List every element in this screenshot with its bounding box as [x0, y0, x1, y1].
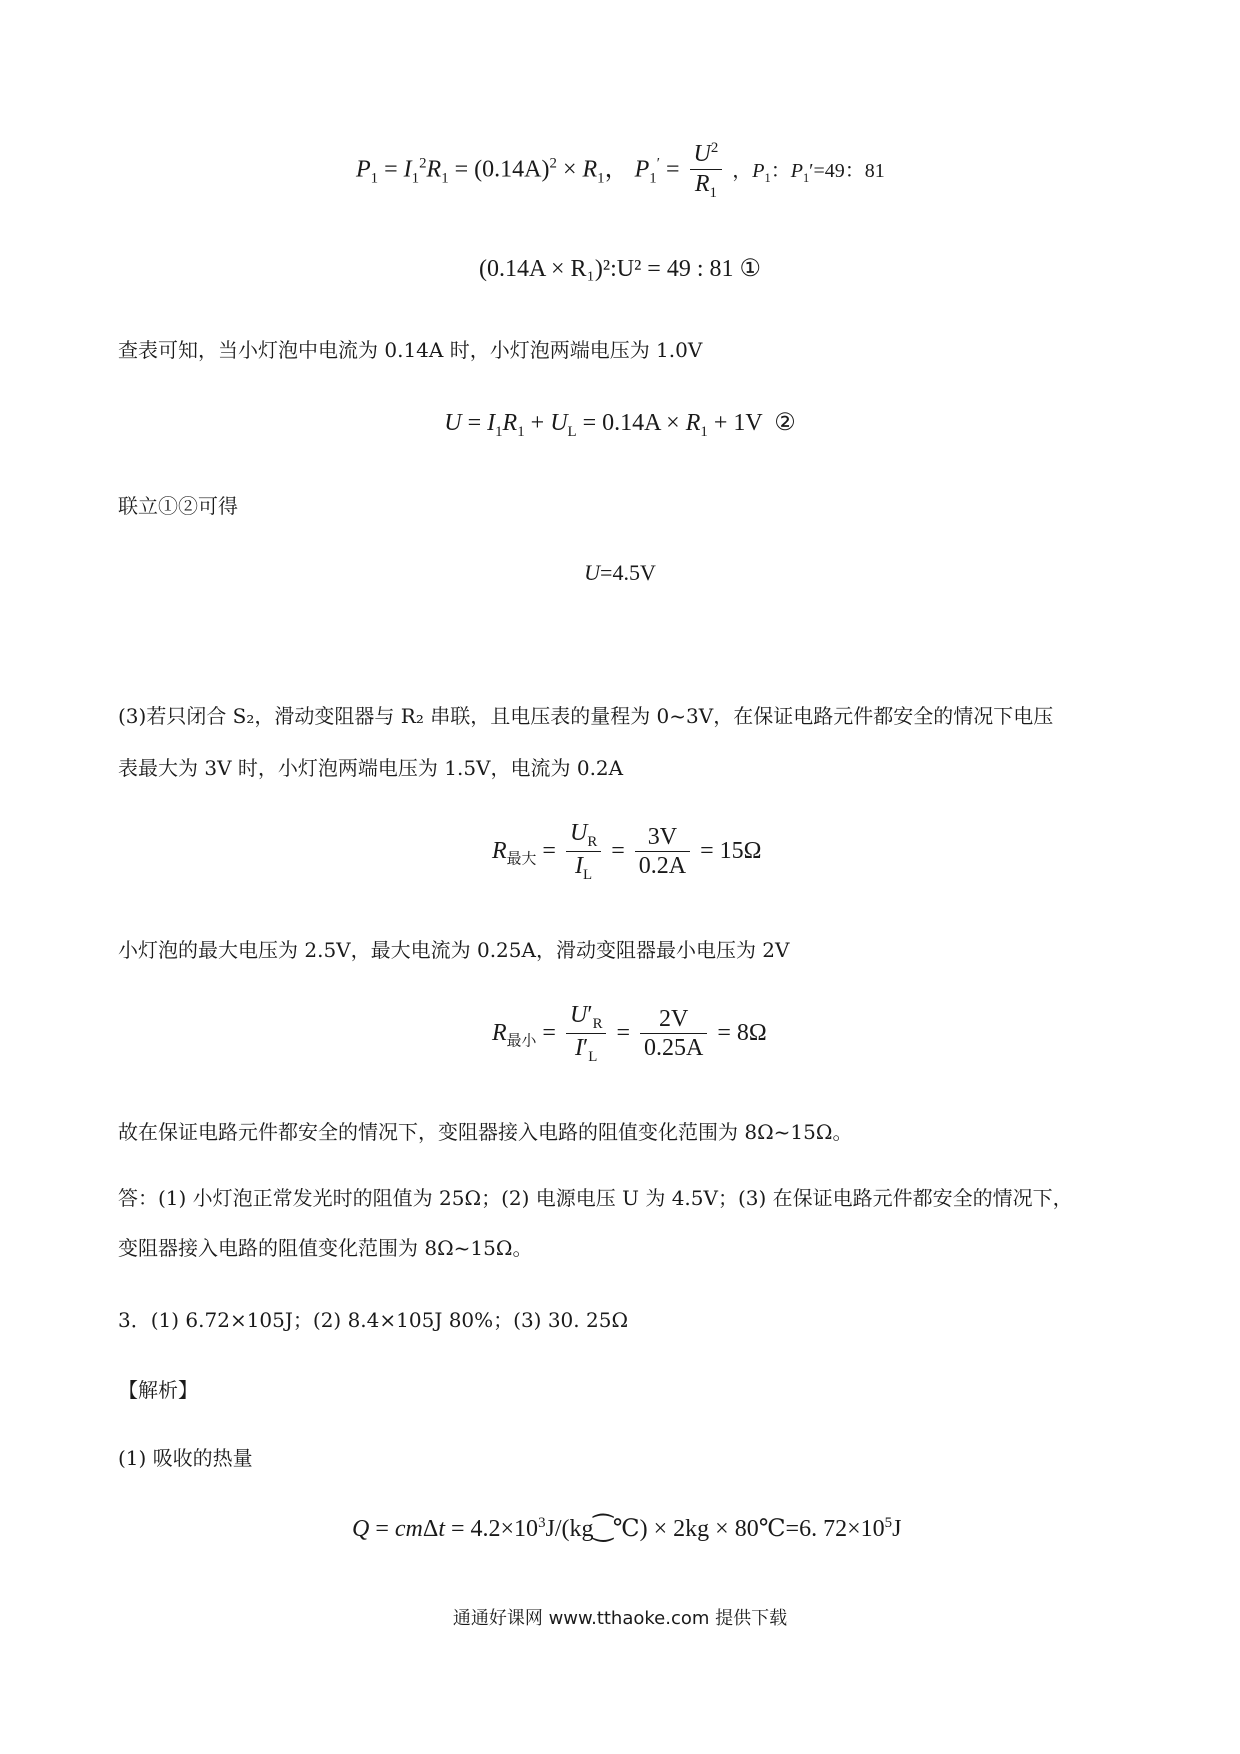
equation-r-max: $R_{最大}$ = $\frac{U_R}{I_L}$ = $\frac{3V}{0.2A}$ = 15Ω: [492, 820, 762, 883]
paragraph-part3-line2: 表最大为 3V 时，小灯泡两端电压为 1.5V，电流为 0.2A: [118, 756, 624, 780]
question-3-answers: 3．(1) 6.72×105J；(2) 8.4×105J 80%；(3) 30. 25Ω: [118, 1308, 629, 1332]
equation-power-ratio: $P_1 = I_1^2R_1 = (0.14A)^2 \times R_1$， $P_1'$ = $\frac{U^2}{R_1}$ ，$P_1$：$P_1'=49$：81: [356, 140, 885, 201]
equation-2: $U = I_1R_1 + U_L = 0.14A \times R_1 + 1V$ ②: [444, 410, 796, 440]
paragraph-range-conclusion: 故在保证电路元件都安全的情况下，变阻器接入电路的阻值变化范围为 8Ω~15Ω。: [118, 1120, 853, 1144]
equation-1: (0.14A × R₁)²:U² = 49 : 81 ①: [478, 256, 761, 282]
footer-watermark: 通通好课网 www.tthaoke.com 提供下载: [452, 1608, 788, 1629]
equation-r-min: $R_{最小}$ = $\frac{U'_R}{I'_L}$ = $\frac{2V}{0.25A}$ = 8Ω: [492, 1002, 767, 1065]
paragraph-max-voltage: 小灯泡的最大电压为 2.5V，最大电流为 0.25A，滑动变阻器最小电压为 2V: [118, 938, 790, 962]
paragraph-combine: 联立①②可得: [118, 494, 238, 518]
paragraph-answer-line1: 答：(1) 小灯泡正常发光时的阻值为 25Ω；(2) 电源电压 U 为 4.5V；(3) 在保证电路元件都安全的情况下，: [118, 1186, 1073, 1210]
analysis-heading: 【解析】: [118, 1378, 198, 1402]
paragraph-absorbed-heat: (1) 吸收的热量: [118, 1446, 253, 1470]
fraction-u2-over-r1: $\frac{U^2}{R_1}$: [690, 140, 723, 202]
paragraph-answer-line2: 变阻器接入电路的阻值变化范围为 8Ω~15Ω。: [118, 1236, 533, 1260]
equation-u-result: U=4.5V: [584, 560, 656, 585]
equation-heat: $Q = cm\Delta t = 4.2\times 10^3J/(kg⁐℃) \times 2kg$ × 80℃=6. $72\times 10^5J$: [352, 1515, 902, 1542]
paragraph-part3-line1: (3)若只闭合 S₂，滑动变阻器与 R₂ 串联，且电压表的量程为 0~3V，在保证电路元件都安全的情况下电压: [118, 704, 1054, 728]
paragraph-lookup-table: 查表可知，当小灯泡中电流为 0.14A 时，小灯泡两端电压为 1.0V: [118, 338, 703, 362]
